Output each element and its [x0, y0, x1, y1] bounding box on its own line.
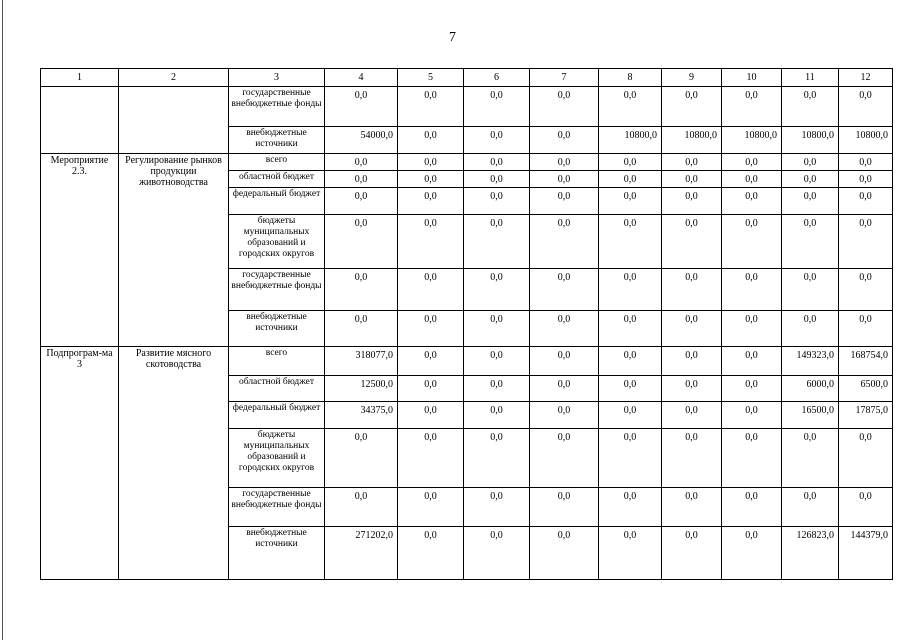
value-cell: 0,0: [839, 428, 893, 487]
value-cell: 0,0: [599, 487, 662, 527]
value-cell: 0,0: [530, 401, 599, 428]
value-cell: 0,0: [398, 214, 464, 269]
value-cell: 0,0: [662, 487, 722, 527]
value-cell: 0,0: [839, 86, 893, 126]
value-cell: 0,0: [722, 401, 782, 428]
value-cell: 0,0: [398, 126, 464, 153]
value-cell: 0,0: [662, 86, 722, 126]
value-cell: 0,0: [464, 214, 530, 269]
value-cell: 0,0: [530, 347, 599, 376]
funding-source-cell: областной бюджет: [229, 170, 325, 187]
value-cell: 10800,0: [839, 126, 893, 153]
value-cell: 0,0: [398, 527, 464, 580]
item-name-cell: Регулирование рынков продукции животноводства: [119, 153, 229, 346]
value-cell: 0,0: [398, 401, 464, 428]
value-cell: 0,0: [662, 347, 722, 376]
value-cell: 34375,0: [325, 401, 398, 428]
value-cell: 0,0: [782, 214, 839, 269]
value-cell: 0,0: [599, 153, 662, 170]
value-cell: 0,0: [398, 170, 464, 187]
value-cell: 10800,0: [782, 126, 839, 153]
header-cell: 6: [464, 69, 530, 87]
value-cell: 0,0: [530, 527, 599, 580]
value-cell: 0,0: [325, 170, 398, 187]
value-cell: 0,0: [530, 311, 599, 347]
value-cell: 54000,0: [325, 126, 398, 153]
value-cell: 0,0: [839, 187, 893, 214]
value-cell: 0,0: [398, 269, 464, 311]
header-cell: 12: [839, 69, 893, 87]
value-cell: 0,0: [398, 428, 464, 487]
header-cell: 7: [530, 69, 599, 87]
value-cell: 0,0: [398, 86, 464, 126]
header-cell: 11: [782, 69, 839, 87]
value-cell: 0,0: [325, 153, 398, 170]
value-cell: 0,0: [839, 487, 893, 527]
funding-source-cell: государственные внебюджетные фонды: [229, 487, 325, 527]
value-cell: 0,0: [839, 170, 893, 187]
value-cell: 0,0: [599, 428, 662, 487]
value-cell: 0,0: [325, 428, 398, 487]
value-cell: 16500,0: [782, 401, 839, 428]
value-cell: 0,0: [530, 170, 599, 187]
value-cell: 6000,0: [782, 376, 839, 401]
value-cell: 0,0: [464, 428, 530, 487]
value-cell: 0,0: [464, 401, 530, 428]
value-cell: 0,0: [782, 487, 839, 527]
value-cell: 0,0: [839, 214, 893, 269]
value-cell: 10800,0: [662, 126, 722, 153]
value-cell: 0,0: [782, 311, 839, 347]
value-cell: 0,0: [398, 347, 464, 376]
value-cell: 10800,0: [722, 126, 782, 153]
value-cell: 0,0: [599, 527, 662, 580]
value-cell: 0,0: [662, 376, 722, 401]
funding-source-cell: бюджеты муниципальных образований и городских округов: [229, 428, 325, 487]
page-number: 7: [449, 30, 456, 45]
value-cell: 0,0: [464, 170, 530, 187]
value-cell: 0,0: [722, 269, 782, 311]
value-cell: 0,0: [599, 311, 662, 347]
value-cell: 0,0: [662, 428, 722, 487]
funding-source-cell: областной бюджет: [229, 376, 325, 401]
value-cell: 0,0: [464, 126, 530, 153]
value-cell: 0,0: [464, 86, 530, 126]
value-cell: 126823,0: [782, 527, 839, 580]
value-cell: 0,0: [398, 487, 464, 527]
header-cell: 5: [398, 69, 464, 87]
value-cell: 0,0: [398, 311, 464, 347]
table-row: [41, 86, 893, 126]
value-cell: 0,0: [839, 269, 893, 311]
value-cell: 0,0: [530, 86, 599, 126]
value-cell: 0,0: [530, 214, 599, 269]
header-cell: 9: [662, 69, 722, 87]
value-cell: 0,0: [398, 153, 464, 170]
value-cell: 0,0: [839, 311, 893, 347]
funding-source-cell: государственные внебюджетные фонды: [229, 86, 325, 126]
funding-source-cell: внебюджетные источники: [229, 311, 325, 347]
value-cell: 0,0: [599, 376, 662, 401]
value-cell: 0,0: [662, 153, 722, 170]
value-cell: 0,0: [398, 187, 464, 214]
value-cell: 0,0: [662, 401, 722, 428]
value-cell: 0,0: [464, 153, 530, 170]
header-cell: 4: [325, 69, 398, 87]
value-cell: 0,0: [530, 187, 599, 214]
item-name-cell: Развитие мясного скотоводства: [119, 347, 229, 580]
value-cell: 0,0: [662, 311, 722, 347]
value-cell: 0,0: [782, 170, 839, 187]
value-cell: 0,0: [325, 269, 398, 311]
header-cell: 8: [599, 69, 662, 87]
value-cell: 0,0: [662, 214, 722, 269]
value-cell: 0,0: [325, 214, 398, 269]
item-code-cell: [41, 86, 119, 153]
value-cell: 0,0: [325, 187, 398, 214]
table-row: [41, 153, 893, 170]
value-cell: 168754,0: [839, 347, 893, 376]
value-cell: 0,0: [722, 347, 782, 376]
item-code-cell: Мероприятие 2.3.: [41, 153, 119, 346]
value-cell: 0,0: [722, 376, 782, 401]
table-body: [41, 69, 893, 580]
value-cell: 0,0: [599, 214, 662, 269]
funding-table: [40, 68, 893, 580]
value-cell: 0,0: [325, 86, 398, 126]
header-cell: 3: [229, 69, 325, 87]
value-cell: 0,0: [722, 170, 782, 187]
funding-source-cell: федеральный бюджет: [229, 187, 325, 214]
table-row: [41, 347, 893, 376]
value-cell: 0,0: [662, 170, 722, 187]
value-cell: 0,0: [599, 401, 662, 428]
value-cell: 0,0: [530, 153, 599, 170]
value-cell: 0,0: [325, 311, 398, 347]
header-row: [41, 69, 893, 87]
value-cell: 0,0: [325, 487, 398, 527]
value-cell: 149323,0: [782, 347, 839, 376]
value-cell: 12500,0: [325, 376, 398, 401]
value-cell: 10800,0: [599, 126, 662, 153]
value-cell: 6500,0: [839, 376, 893, 401]
funding-source-cell: государственные внебюджетные фонды: [229, 269, 325, 311]
funding-source-cell: внебюджетные источники: [229, 126, 325, 153]
value-cell: 0,0: [464, 376, 530, 401]
value-cell: 0,0: [722, 214, 782, 269]
value-cell: 0,0: [722, 428, 782, 487]
value-cell: 0,0: [782, 428, 839, 487]
funding-source-cell: федеральный бюджет: [229, 401, 325, 428]
value-cell: 0,0: [464, 347, 530, 376]
funding-source-cell: всего: [229, 153, 325, 170]
value-cell: 0,0: [722, 153, 782, 170]
value-cell: 0,0: [662, 527, 722, 580]
value-cell: 17875,0: [839, 401, 893, 428]
value-cell: 144379,0: [839, 527, 893, 580]
item-name-cell: [119, 86, 229, 153]
value-cell: 0,0: [722, 527, 782, 580]
funding-source-cell: всего: [229, 347, 325, 376]
value-cell: 0,0: [782, 187, 839, 214]
value-cell: 0,0: [530, 487, 599, 527]
value-cell: 0,0: [464, 487, 530, 527]
header-cell: 1: [41, 69, 119, 87]
value-cell: 0,0: [530, 126, 599, 153]
value-cell: 0,0: [464, 311, 530, 347]
funding-source-cell: бюджеты муниципальных образований и городских округов: [229, 214, 325, 269]
value-cell: 0,0: [464, 269, 530, 311]
value-cell: 0,0: [722, 187, 782, 214]
value-cell: 0,0: [599, 187, 662, 214]
value-cell: 0,0: [464, 527, 530, 580]
value-cell: 318077,0: [325, 347, 398, 376]
value-cell: 0,0: [782, 86, 839, 126]
value-cell: 271202,0: [325, 527, 398, 580]
value-cell: 0,0: [722, 487, 782, 527]
value-cell: 0,0: [599, 86, 662, 126]
value-cell: 0,0: [599, 170, 662, 187]
value-cell: 0,0: [464, 187, 530, 214]
page-edge-line: [2, 0, 3, 640]
item-code-cell: Подпрограм-ма 3: [41, 347, 119, 580]
value-cell: 0,0: [722, 311, 782, 347]
value-cell: 0,0: [398, 376, 464, 401]
value-cell: 0,0: [530, 376, 599, 401]
value-cell: 0,0: [530, 269, 599, 311]
value-cell: 0,0: [599, 269, 662, 311]
value-cell: 0,0: [839, 153, 893, 170]
funding-source-cell: внебюджетные источники: [229, 527, 325, 580]
value-cell: 0,0: [662, 269, 722, 311]
value-cell: 0,0: [662, 187, 722, 214]
value-cell: 0,0: [599, 347, 662, 376]
value-cell: 0,0: [722, 86, 782, 126]
value-cell: 0,0: [782, 269, 839, 311]
value-cell: 0,0: [782, 153, 839, 170]
header-cell: 10: [722, 69, 782, 87]
value-cell: 0,0: [530, 428, 599, 487]
header-cell: 2: [119, 69, 229, 87]
